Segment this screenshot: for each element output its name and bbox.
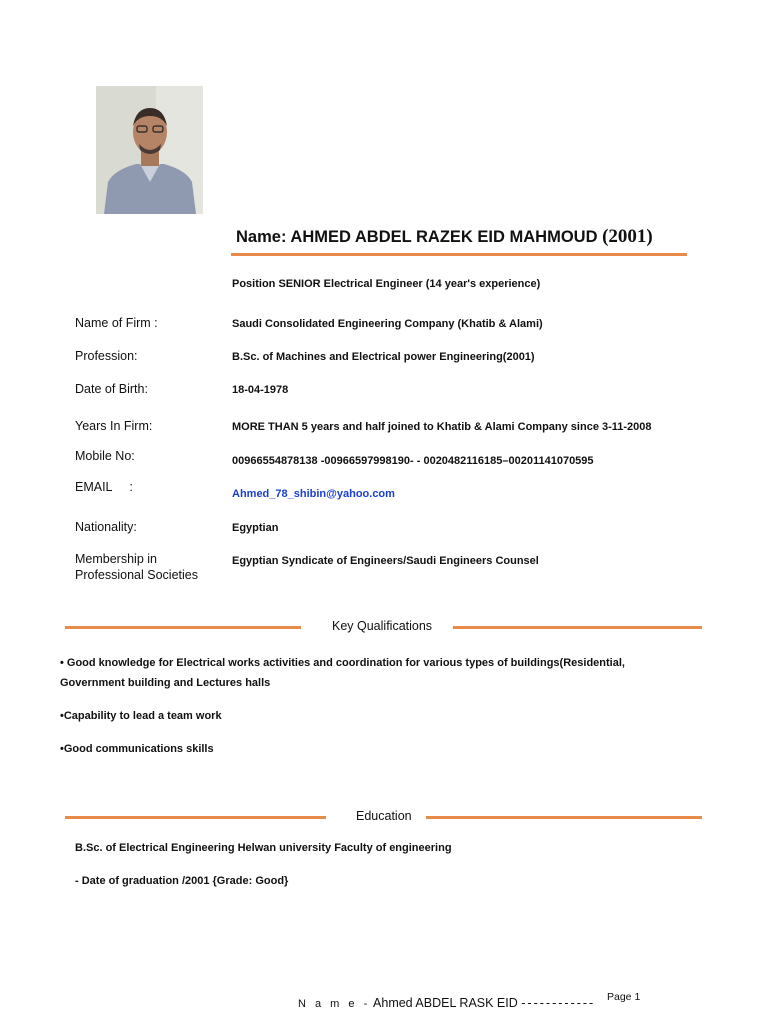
membership-label-line2: Professional Societies xyxy=(75,568,198,582)
profession-value: B.Sc. of Machines and Electrical power Engineering(2001) xyxy=(232,351,535,363)
education-title: Education xyxy=(356,809,412,823)
key-qualifications-title: Key Qualifications xyxy=(332,619,433,633)
qualification-line: • Good knowledge for Electrical works activities and coordination for various types of buildings(Residential, xyxy=(60,657,625,669)
profile-photo xyxy=(96,86,203,214)
profession-label: Profession: xyxy=(75,349,138,363)
firm-value: Saudi Consolidated Engineering Company (Khatib & Alami) xyxy=(232,318,543,330)
mobile-value: 00966554878138 -00966597998190- - 0020482116185–00201141070595 xyxy=(232,455,594,467)
candidate-year: (2001) xyxy=(602,226,653,247)
education-degree: B.Sc. of Electrical Engineering Helwan university Faculty of engineering xyxy=(75,842,452,854)
name-label: Name: xyxy=(236,228,287,246)
years-in-firm-value: MORE THAN 5 years and half joined to Khatib & Alami Company since 3-11-2008 xyxy=(232,421,652,433)
years-in-firm-label: Years In Firm: xyxy=(75,419,153,433)
footer-name-prefix: N a m e - xyxy=(298,998,371,1010)
membership-label-line1: Membership in xyxy=(75,552,157,566)
nationality-value: Egyptian xyxy=(232,522,279,534)
header-divider xyxy=(231,253,687,256)
footer-name: Ahmed ABDEL RASK EID xyxy=(373,996,518,1010)
membership-label xyxy=(75,551,198,583)
section-divider-right xyxy=(426,816,702,819)
qualification-item: •Capability to lead a team work xyxy=(60,710,222,722)
person-portrait-icon xyxy=(96,86,203,214)
qualification-item xyxy=(60,653,625,693)
email-link[interactable]: Ahmed_78_shibin@yahoo.com xyxy=(232,488,395,500)
page-title xyxy=(236,226,653,248)
qualification-line: Government building and Lectures halls xyxy=(60,677,271,689)
qualification-item: •Good communications skills xyxy=(60,743,214,755)
footer xyxy=(298,996,595,1010)
nationality-label: Nationality: xyxy=(75,520,137,534)
section-divider-left xyxy=(65,816,326,819)
education-graduation: - Date of graduation /2001 {Grade: Good} xyxy=(75,875,289,887)
email-label: EMAIL : xyxy=(75,480,133,494)
firm-label: Name of Firm : xyxy=(75,316,158,330)
page-number: Page 1 xyxy=(607,991,641,1003)
dob-label: Date of Birth: xyxy=(75,382,148,396)
footer-dashes: ------------ xyxy=(521,996,596,1010)
position-line: Position SENIOR Electrical Engineer (14 year's experience) xyxy=(232,278,541,290)
section-divider-left xyxy=(65,626,301,629)
mobile-label: Mobile No: xyxy=(75,449,135,463)
candidate-name: AHMED ABDEL RAZEK EID MAHMOUD xyxy=(290,228,598,246)
membership-value: Egyptian Syndicate of Engineers/Saudi Engineers Counsel xyxy=(232,555,539,567)
section-divider-right xyxy=(453,626,702,629)
dob-value: 18-04-1978 xyxy=(232,384,289,396)
